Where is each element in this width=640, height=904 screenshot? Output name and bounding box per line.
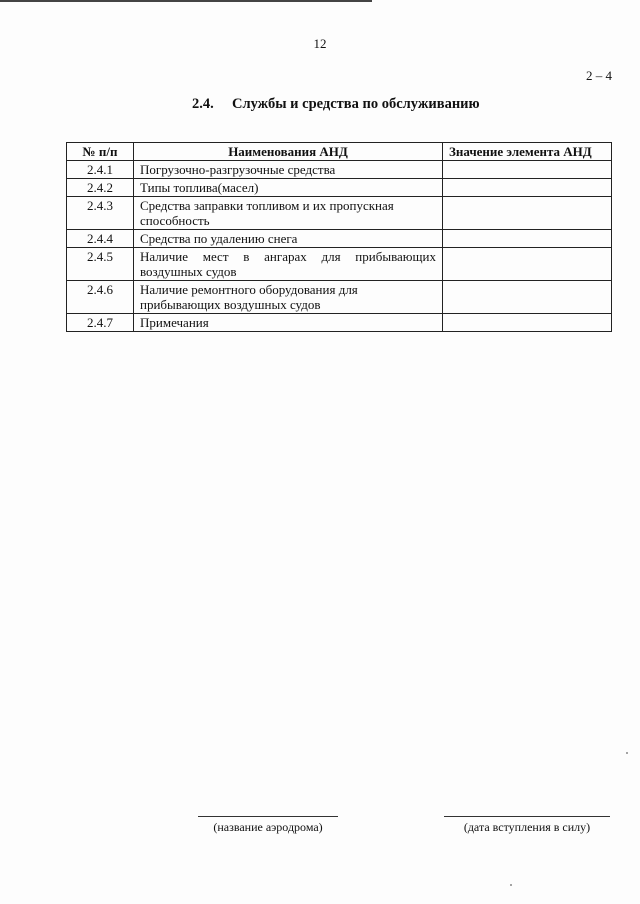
signature-line [444, 816, 610, 817]
header-num: № п/п [67, 143, 134, 161]
table-row [67, 230, 612, 248]
section-number: 2.4. [192, 96, 214, 112]
row-value-cell [443, 161, 612, 179]
and-elements-table [66, 142, 612, 332]
row-num: 2.4.3 [67, 197, 134, 230]
effective-date-label: (дата вступления в силу) [463, 820, 591, 834]
header-value: Значение элемента АНД [443, 143, 612, 161]
row-num: 2.4.4 [67, 230, 134, 248]
row-value-cell [443, 197, 612, 230]
table-row [67, 179, 612, 197]
row-name: Средства заправки топливом и их пропускная способность [134, 197, 443, 230]
row-value-cell [443, 248, 612, 281]
row-num: 2.4.2 [67, 179, 134, 197]
table-row [67, 161, 612, 179]
row-name: Наличие ремонтного оборудования для прибывающих воздушных судов [134, 281, 443, 314]
table-row [67, 314, 612, 332]
scan-speck [626, 752, 628, 754]
signature-line [198, 816, 338, 817]
row-name: Средства по удалению снега [134, 230, 443, 248]
header-name: Наименования АНД [134, 143, 443, 161]
row-value-cell [443, 281, 612, 314]
effective-date-signature [444, 816, 610, 835]
page-number: 12 [313, 36, 327, 51]
section-title: Службы и средства по обслуживанию [232, 96, 480, 112]
row-value-cell [443, 230, 612, 248]
row-name: Примечания [134, 314, 443, 332]
page-top-edge [0, 0, 372, 2]
aerodrome-name-label: (название аэродрома) [213, 820, 323, 834]
row-num: 2.4.7 [67, 314, 134, 332]
row-num: 2.4.6 [67, 281, 134, 314]
row-name: Типы топлива(масел) [134, 179, 443, 197]
row-name: Погрузочно-разгрузочные средства [134, 161, 443, 179]
row-value-cell [443, 314, 612, 332]
table-row [67, 248, 612, 281]
row-num: 2.4.1 [67, 161, 134, 179]
table-row [67, 197, 612, 230]
row-value-cell [443, 179, 612, 197]
table-row [67, 281, 612, 314]
aerodrome-name-signature [198, 816, 338, 835]
table-header-row [67, 143, 612, 161]
sheet-reference: 2 – 4 [586, 68, 612, 83]
row-num: 2.4.5 [67, 248, 134, 281]
row-name: Наличие мест в ангарах для прибывающих воздушных судов [134, 248, 443, 281]
scan-speck [510, 884, 512, 886]
section-heading [192, 96, 480, 113]
